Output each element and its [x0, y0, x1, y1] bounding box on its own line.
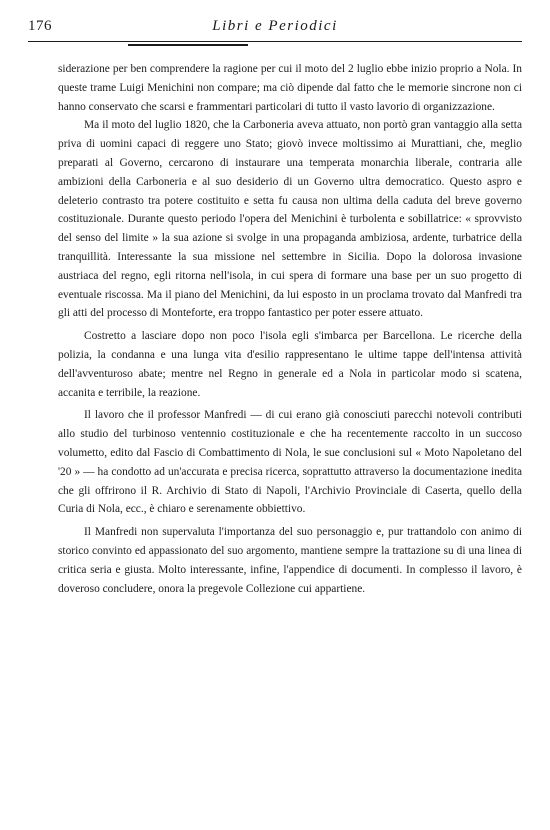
running-title: Libri e Periodici — [212, 18, 338, 34]
page-header — [28, 18, 522, 58]
paragraph: Il lavoro che il professor Manfredi — di cui erano già conosciuti parecchi notevoli contributi allo studio del turbinoso ventennio costituzionale e che ha recentemente raccolto in un succoso volumetto, edito dal Fascio di Combattimento di Nola, le sue conclusioni sul « Moto Napoletano del '20 » — ha condotto ad un'accurata e precisa ricerca, soprattutto attraverso la documentazione inedita che gli offrirono il R. Archivio di Stato di Napoli, l'Archivio Provinciale di Caserta, quello della Curia di Nola, ecc., è chiaro e serenamente obbiettivo. — [58, 409, 522, 516]
paragraph: Il Manfredi non supervaluta l'importanza del suo personaggio e, pur trattandolo con animo di storico convinto ed appassionato del suo argomento, mantiene sempre la trattazione su di una linea di critica seria e giusta. Molto interessante, infine, l'appendice di documenti. In complesso il lavoro, è doveroso concludere, onora la pregevole Collezione cui appartiene. — [58, 526, 522, 595]
page-number: 176 — [28, 18, 52, 34]
article-body — [58, 60, 522, 598]
header-rule — [28, 41, 522, 42]
paragraph-continuation: siderazione per ben comprendere la ragione per cui il moto del 2 luglio ebbe inizio proprio a Nola. In queste trame Luigi Menichini non compare; ma ciò dipende dal fatto che le memorie sincrone non ci hanno conservato che scarsi e frammentari particolari di tutto il vasto lavorio di organizzazione. — [58, 63, 522, 113]
paragraph: Ma il moto del luglio 1820, che la Carboneria aveva attuato, non portò gran vantaggio alla setta priva di uomini capaci di reggere uno Stato; giovò invece moltissimo ai Murattiani, che, meglio preparati al Governo, cercarono di instaurare una temperata monarchia liberale, contraria alle ambizioni della Carboneria e al suo desiderio di un Governo ultra democratico. Questo aspro e deleterio contrasto tra potere costituito e setta fu causa non ultima della caduta del breve governo costituzionale. Durante questo periodo l'opera del Menichini è turbolenta e sobillatrice: « sprovvisto del senso del limite » la sua azione si svolge in una propaganda ambiziosa, ardente, turbatrice della tranquillità. Interessante la sua missione nel settembre in Sicilia. Dopo la dolorosa invasione austriaca del regno, egli ritorna nell'isola, in cui spera di formare una base per un suo progetto di eventuale riscossa. Ma il piano del Menichini, da lui esposto in un proclama trovato dal Manfredi tra gli atti del processo di Monteforte, era troppo fantastico per poter essere attuato. — [58, 119, 522, 320]
paragraph: Costretto a lasciare dopo non poco l'isola egli s'imbarca per Barcellona. Le ricerche della polizia, la condanna e una lunga vita d'esilio rappresentano le ultime tappe dell'intensa attività dell'avventuroso abate; mentre nel Regno in generale ed a Nola in particolar modo si scatena, accanita e terribile, la reazione. — [58, 330, 522, 399]
header-ornament-rule — [128, 44, 248, 46]
